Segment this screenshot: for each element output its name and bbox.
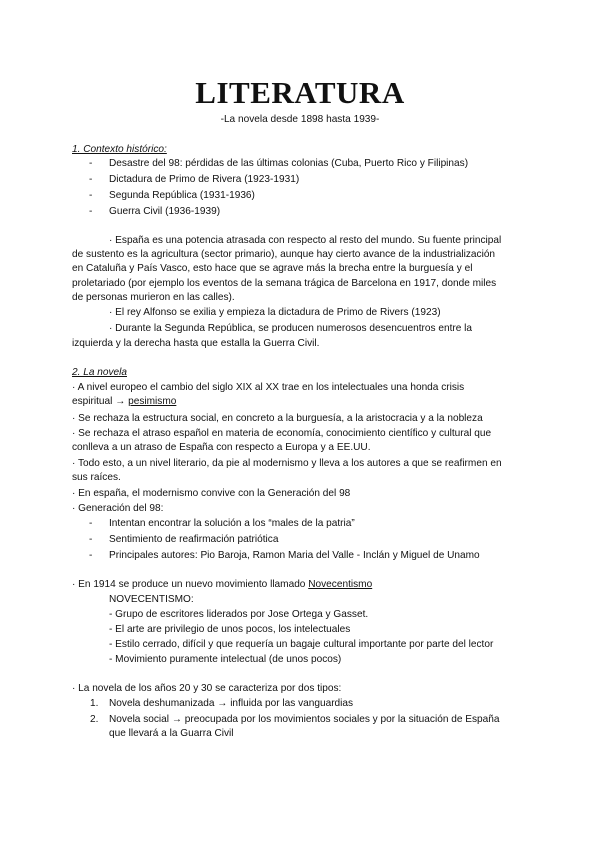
list-bullet-dash: - bbox=[89, 206, 93, 217]
paragraph-line: · La novela de los años 20 y 30 se caracteriza por dos tipos: bbox=[72, 683, 342, 694]
list-item: Principales autores: Pio Baroja, Ramon Maria del Valle - Inclán y Miguel de Unamo bbox=[109, 550, 480, 561]
list-bullet-dash: - bbox=[89, 518, 93, 529]
list-item-continuation: que llevará a la Guarra Civil bbox=[109, 728, 234, 739]
subsection-heading: NOVECENTISMO: bbox=[109, 594, 194, 605]
paragraph-line: · Durante la Segunda República, se producen numerosos desencuentros entre la bbox=[109, 323, 473, 334]
paragraph-line: · España es una potencia atrasada con respecto al resto del mundo. Su fuente principal bbox=[109, 235, 502, 246]
paragraph-line: en Cataluña y País Vasco, esto hace que se agrave más la brecha entre la burguesía y el bbox=[72, 263, 473, 274]
paragraph-line: · Se rechaza el atraso español en materia de economía, conocimiento científico y cultural que bbox=[72, 428, 492, 439]
list-item: Guerra Civil (1936-1939) bbox=[109, 206, 221, 217]
paragraph-line: · A nivel europeo el cambio del siglo XIX al XX trae en los intelectuales una honda crisis bbox=[72, 382, 465, 393]
list-item: Novela social → preocupada por los movimientos sociales y por la situación de España bbox=[109, 714, 500, 725]
section-heading-contexto: 1. Contexto histórico: bbox=[72, 144, 167, 155]
list-bullet-dash: - bbox=[89, 550, 93, 561]
page-subtitle: -La novela desde 1898 hasta 1939- bbox=[220, 114, 380, 125]
line-prefix: espiritual → bbox=[72, 396, 129, 407]
page-title: LITERATURA bbox=[195, 75, 405, 110]
paragraph-line: · Generación del 98: bbox=[72, 503, 164, 514]
paragraph-line: conlleva a un atraso de España con respecto a Europa y a EE.UU. bbox=[72, 442, 371, 453]
list-bullet-dash: - bbox=[89, 190, 93, 201]
list-item: Dictadura de Primo de Rivera (1923-1931) bbox=[109, 174, 300, 185]
pesimismo-term: pesimismo bbox=[128, 396, 177, 407]
list-item: Sentimiento de reafirmación patriótica bbox=[109, 534, 279, 545]
list-item: - El arte are privilegio de unos pocos, los intelectuales bbox=[109, 624, 351, 635]
paragraph-line: · El rey Alfonso se exilia y empieza la dictadura de Primo de Rivers (1923) bbox=[109, 307, 441, 318]
line-prefix: · En 1914 se produce un nuevo movimiento llamado bbox=[72, 579, 309, 590]
list-number: 2. bbox=[90, 714, 99, 725]
list-item: Intentan encontrar la solución a los “males de la patria” bbox=[109, 518, 355, 529]
list-item: - Estilo cerrado, difícil y que requería un bagaje cultural importante por parte del lector bbox=[109, 639, 494, 650]
paragraph-line: proletariado (por ejemplo los eventos de la semana trágica de Barcelona en 1917, donde miles bbox=[72, 278, 497, 289]
paragraph-line bbox=[72, 395, 176, 409]
paragraph-line: · Todo esto, a un nivel literario, da pie al modernismo y lleva a los autores a que se reafirmen en bbox=[72, 458, 502, 469]
paragraph-line: · Se rechaza la estructura social, en concreto a la burguesía, a la aristocracia y a la nobleza bbox=[72, 413, 483, 424]
paragraph-line: · En españa, el modernismo convive con la Generación del 98 bbox=[72, 488, 351, 499]
list-bullet-dash: - bbox=[89, 174, 93, 185]
paragraph-line bbox=[72, 578, 372, 592]
list-item: Desastre del 98: pérdidas de las últimas colonias (Cuba, Puerto Rico y Filipinas) bbox=[109, 158, 469, 169]
list-bullet-dash: - bbox=[89, 158, 93, 169]
paragraph-line: izquierda y la derecha hasta que estalla la Guerra Civil. bbox=[72, 338, 320, 349]
list-item: - Grupo de escritores liderados por Jose Ortega y Gasset. bbox=[109, 609, 369, 620]
list-number: 1. bbox=[90, 698, 99, 709]
list-item: Novela deshumanizada → influida por las vanguardias bbox=[109, 698, 354, 709]
section-heading-novela: 2. La novela bbox=[72, 367, 127, 378]
list-item: - Movimiento puramente intelectual (de unos pocos) bbox=[109, 654, 342, 665]
paragraph-line: sus raíces. bbox=[72, 472, 121, 483]
paragraph-line: de personas murieron en las calles). bbox=[72, 292, 235, 303]
list-bullet-dash: - bbox=[89, 534, 93, 545]
list-item: Segunda República (1931-1936) bbox=[109, 190, 255, 201]
novecentismo-term: Novecentismo bbox=[308, 579, 373, 590]
paragraph-line: de sustento es la agricultura (sector primario), aunque hay cierto avance de la industrialización bbox=[72, 249, 496, 260]
